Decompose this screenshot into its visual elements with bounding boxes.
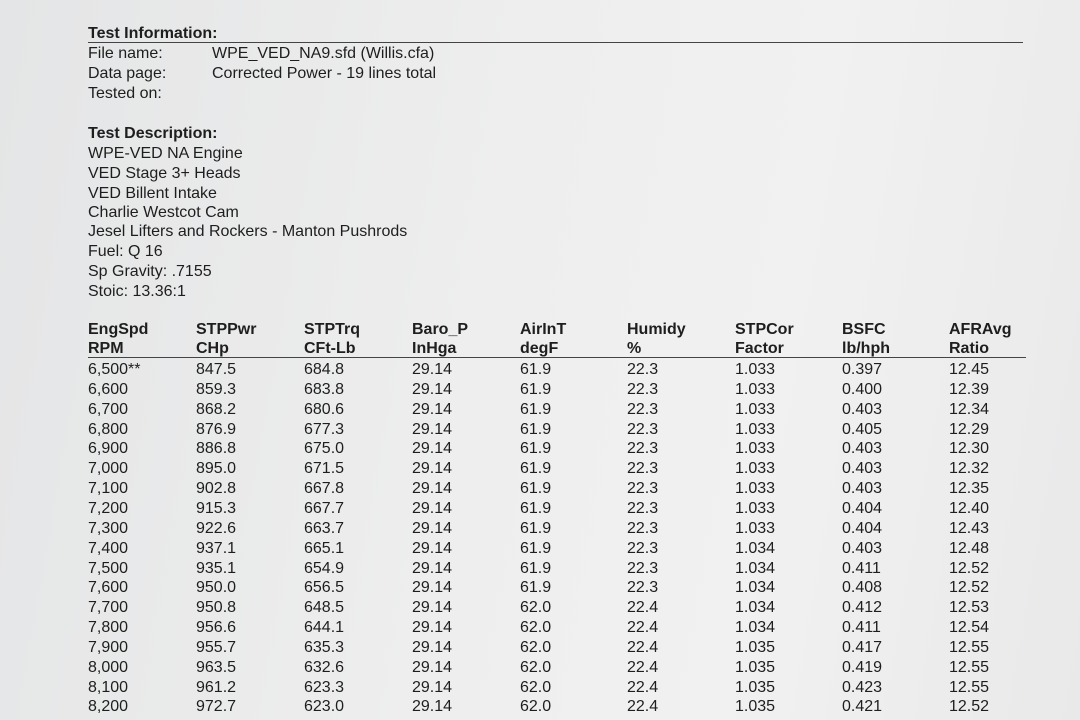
table-cell: 0.411 [842,619,881,637]
column-header-name: AFRAvg [949,321,1012,338]
table-cell: 22.3 [627,499,659,517]
table-cell: 29.14 [412,638,453,656]
table-cell: 6,600 [88,380,129,398]
table-cell: 29.14 [412,559,453,577]
column-header-unit: degF [520,340,559,357]
table-cell: 22.4 [627,619,659,637]
table-cell: 61.9 [520,519,552,537]
table-cell: 12.52 [949,559,990,577]
description-line: WPE-VED NA Engine [88,145,243,162]
table-cell: 1.034 [735,599,776,617]
table-cell: 667.8 [304,480,345,498]
table-cell: 61.9 [520,559,552,577]
table-cell: 0.421 [842,698,883,716]
table-cell: 12.40 [949,499,990,517]
tested-on-label: Tested on: [88,85,162,102]
table-cell: 22.4 [627,678,659,696]
table-cell: 1.034 [735,619,776,637]
table-cell: 1.034 [735,579,776,597]
table-cell: 22.3 [627,519,659,537]
table-cell: 0.403 [842,480,883,498]
table-cell: 29.14 [412,460,453,478]
table-cell: 12.32 [949,460,990,478]
table-cell: 22.3 [627,420,659,438]
table-cell: 663.7 [304,519,345,537]
table-cell: 1.035 [735,698,776,716]
table-cell: 895.0 [196,460,237,478]
table-cell: 915.3 [196,499,237,517]
table-cell: 1.033 [735,400,776,418]
column-header-unit: lb/hph [842,340,890,357]
table-cell: 22.4 [627,658,659,676]
table-cell: 1.033 [735,440,776,458]
table-cell: 22.3 [627,460,659,478]
table-cell: 1.033 [735,361,776,378]
description-line: Jesel Lifters and Rockers - Manton Pushrods [88,223,408,240]
table-cell: 29.14 [412,499,453,517]
table-cell: 29.14 [412,480,453,498]
description-line: VED Billent Intake [88,185,217,202]
table-cell: 950.8 [196,599,237,617]
table-cell: 22.3 [627,380,659,398]
table-cell: 12.30 [949,440,990,458]
table-cell: 29.14 [412,519,453,537]
table-cell: 956.6 [196,619,237,637]
table-cell: 0.404 [842,519,883,537]
table-cell: 22.4 [627,638,659,656]
table-cell: 0.403 [842,400,883,418]
table-cell: 0.412 [842,599,883,617]
column-header-name: Baro_P [412,321,469,338]
table-cell: 648.5 [304,599,345,617]
table-cell: 961.2 [196,678,237,696]
test-description-heading: Test Description: [88,125,218,142]
table-cell: 671.5 [304,460,345,478]
table-cell: 8,100 [88,678,129,696]
table-cell: 1.033 [735,460,776,478]
table-cell: 935.1 [196,559,237,577]
table-cell: 12.55 [949,678,990,696]
table-cell: 644.1 [304,619,345,637]
column-header-unit: % [627,340,642,357]
file-name-value: WPE_VED_NA9.sfd (Willis.cfa) [212,45,435,62]
table-cell: 7,200 [88,499,129,517]
table-cell: 12.29 [949,420,990,438]
table-cell: 6,500** [88,361,141,378]
table-cell: 859.3 [196,380,237,398]
data-page-value: Corrected Power - 19 lines total [212,65,437,82]
table-cell: 632.6 [304,658,345,676]
column-header-name: STPPwr [196,321,257,338]
column-header-unit: Ratio [949,340,989,357]
table-cell: 7,000 [88,460,129,478]
description-line: VED Stage 3+ Heads [88,165,241,182]
table-cell: 623.0 [304,698,345,716]
table-cell: 6,900 [88,440,129,458]
table-cell: 22.3 [627,480,659,498]
column-header-unit: InHga [412,340,457,357]
table-cell: 29.14 [412,619,453,637]
table-cell: 1.034 [735,539,776,557]
table-cell: 6,700 [88,400,129,418]
table-cell: 29.14 [412,420,453,438]
table-cell: 29.14 [412,678,453,696]
table-cell: 7,800 [88,619,129,637]
table-cell: 22.3 [627,559,659,577]
table-cell: 12.45 [949,361,990,378]
table-cell: 22.3 [627,440,659,458]
table-cell: 29.14 [412,361,453,378]
table-cell: 922.6 [196,519,237,537]
table-cell: 61.9 [520,579,552,597]
table-cell: 61.9 [520,400,552,418]
column-header-unit: CHp [196,340,229,357]
table-cell: 0.417 [842,638,883,656]
table-cell: 656.5 [304,579,345,597]
table-cell: 61.9 [520,539,552,557]
table-cell: 0.397 [842,361,883,378]
table-cell: 972.7 [196,698,237,716]
table-cell: 1.033 [735,519,776,537]
table-cell: 61.9 [520,440,552,458]
table-cell: 29.14 [412,698,453,716]
table-cell: 7,300 [88,519,129,537]
table-cell: 12.39 [949,380,990,398]
description-line: Stoic: 13.36:1 [88,283,186,300]
table-cell: 937.1 [196,539,237,557]
table-cell: 62.0 [520,678,552,696]
table-cell: 675.0 [304,440,345,458]
table-cell: 12.34 [949,400,990,418]
table-cell: 1.033 [735,480,776,498]
description-line: Charlie Westcot Cam [88,204,239,221]
column-header-name: EngSpd [88,321,149,338]
table-cell: 12.55 [949,658,990,676]
table-cell: 677.3 [304,420,345,438]
table-cell: 868.2 [196,400,237,418]
table-cell: 29.14 [412,599,453,617]
table-cell: 684.8 [304,361,345,378]
table-cell: 683.8 [304,380,345,398]
table-cell: 1.033 [735,420,776,438]
table-cell: 886.8 [196,440,237,458]
column-header-unit: Factor [735,340,784,357]
column-header-unit: CFt-Lb [304,340,356,357]
table-cell: 0.404 [842,499,883,517]
table-cell: 0.403 [842,440,883,458]
table-cell: 1.035 [735,638,776,656]
table-cell: 7,900 [88,638,129,656]
table-cell: 7,600 [88,579,129,597]
description-line: Fuel: Q 16 [88,243,163,260]
table-cell: 62.0 [520,698,552,716]
table-cell: 61.9 [520,420,552,438]
table-cell: 62.0 [520,619,552,637]
table-cell: 680.6 [304,400,345,418]
column-header-unit: RPM [88,340,124,357]
table-cell: 0.403 [842,539,883,557]
table-cell: 22.3 [627,361,659,378]
table-cell: 0.411 [842,559,881,577]
table-cell: 7,400 [88,539,129,557]
table-cell: 654.9 [304,559,345,577]
table-cell: 62.0 [520,658,552,676]
table-cell: 62.0 [520,638,552,656]
table-cell: 12.43 [949,519,990,537]
table-cell: 22.3 [627,400,659,418]
column-header-name: STPCor [735,321,794,338]
table-cell: 7,100 [88,480,129,498]
table-cell: 12.48 [949,539,990,557]
table-cell: 61.9 [520,499,552,517]
table-cell: 12.53 [949,599,990,617]
table-cell: 22.3 [627,539,659,557]
description-line: Sp Gravity: .7155 [88,263,212,280]
table-cell: 0.405 [842,420,883,438]
table-cell: 22.4 [627,599,659,617]
table-cell: 1.034 [735,559,776,577]
table-cell: 61.9 [520,480,552,498]
data-page-label: Data page: [88,65,167,82]
table-cell: 902.8 [196,480,237,498]
file-name-label: File name: [88,45,163,62]
column-header-name: STPTrq [304,321,361,338]
table-cell: 8,000 [88,658,129,676]
table-cell: 29.14 [412,380,453,398]
table-cell: 12.52 [949,579,990,597]
table-cell: 22.3 [627,579,659,597]
table-cell: 29.14 [412,579,453,597]
table-cell: 29.14 [412,658,453,676]
table-cell: 29.14 [412,539,453,557]
table-header-rule [88,357,1026,358]
column-header-name: AirInT [520,321,567,338]
table-cell: 0.400 [842,380,883,398]
table-cell: 29.14 [412,400,453,418]
table-cell: 12.35 [949,480,990,498]
table-cell: 62.0 [520,599,552,617]
table-cell: 7,700 [88,599,129,617]
table-cell: 847.5 [196,361,237,378]
table-cell: 6,800 [88,420,129,438]
table-cell: 0.419 [842,658,883,676]
table-cell: 61.9 [520,380,552,398]
table-cell: 623.3 [304,678,345,696]
table-cell: 0.403 [842,460,883,478]
column-header-name: Humidy [627,321,686,338]
table-cell: 61.9 [520,460,552,478]
table-cell: 8,200 [88,698,129,716]
table-cell: 876.9 [196,420,237,438]
table-cell: 955.7 [196,638,237,656]
table-cell: 61.9 [520,361,552,378]
table-cell: 29.14 [412,440,453,458]
table-cell: 1.033 [735,380,776,398]
table-cell: 12.54 [949,619,990,637]
table-cell: 7,500 [88,559,129,577]
table-cell: 1.033 [735,499,776,517]
table-cell: 12.55 [949,638,990,656]
table-cell: 963.5 [196,658,237,676]
test-information-heading: Test Information: [88,25,218,42]
table-cell: 12.52 [949,698,990,716]
heading-rule [88,42,1023,43]
table-cell: 1.035 [735,678,776,696]
table-cell: 665.1 [304,539,345,557]
table-cell: 950.0 [196,579,237,597]
table-cell: 22.4 [627,698,659,716]
table-cell: 667.7 [304,499,345,517]
column-header-name: BSFC [842,321,886,338]
table-cell: 0.408 [842,579,883,597]
table-cell: 635.3 [304,638,345,656]
table-cell: 0.423 [842,678,883,696]
table-cell: 1.035 [735,658,776,676]
